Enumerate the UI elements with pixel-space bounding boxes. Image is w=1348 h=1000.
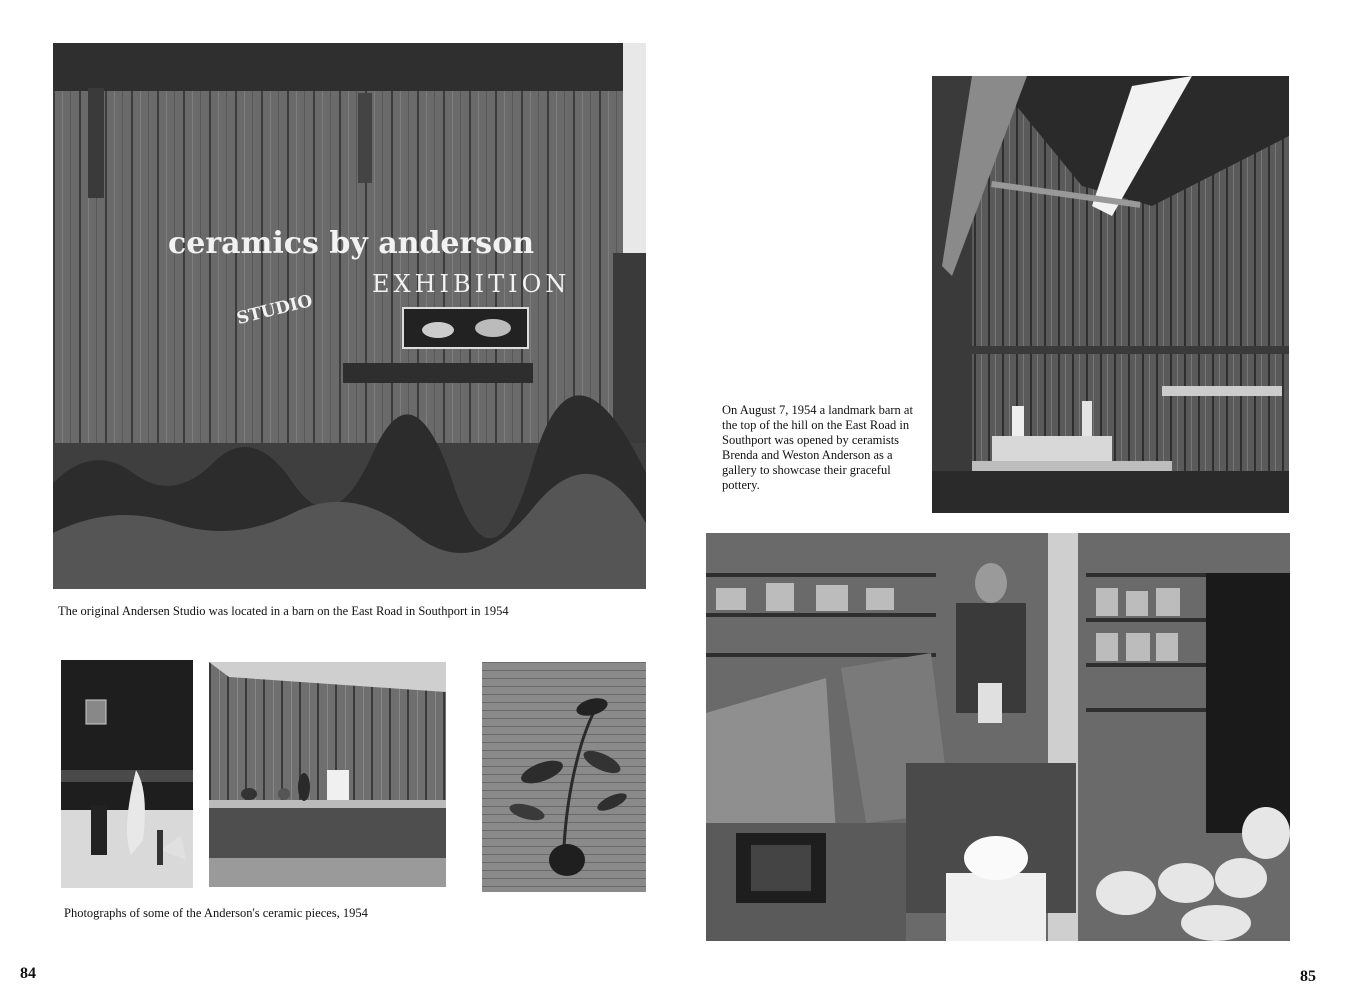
barn-interior-photo (932, 76, 1289, 513)
workshop-photo (706, 533, 1290, 941)
left-page-number: 84 (20, 965, 36, 982)
barn-exterior-photo (53, 43, 646, 589)
barn-sign-line3: STUDIO (234, 290, 315, 330)
barn-sign-line1: ceramics by anderson (168, 226, 535, 261)
sculpture-photo (61, 660, 193, 888)
plant-vase-photo (482, 662, 646, 892)
barn-caption: The original Andersen Studio was located in a barn on the East Road in Southport in 1954 (58, 604, 509, 618)
right-page-number: 85 (1300, 968, 1316, 985)
display-shelf-photo (209, 662, 446, 887)
pieces-caption: Photographs of some of the Anderson's ceramic pieces, 1954 (64, 906, 368, 920)
barn-sign-line2: EXHIBITION (372, 270, 571, 298)
gallery-caption: On August 7, 1954 a landmark barn at the top of the hill on the East Road in Southport was opened by ceramists Brenda and Weston Anderson as a gallery to showcase their graceful pottery. (722, 403, 913, 492)
